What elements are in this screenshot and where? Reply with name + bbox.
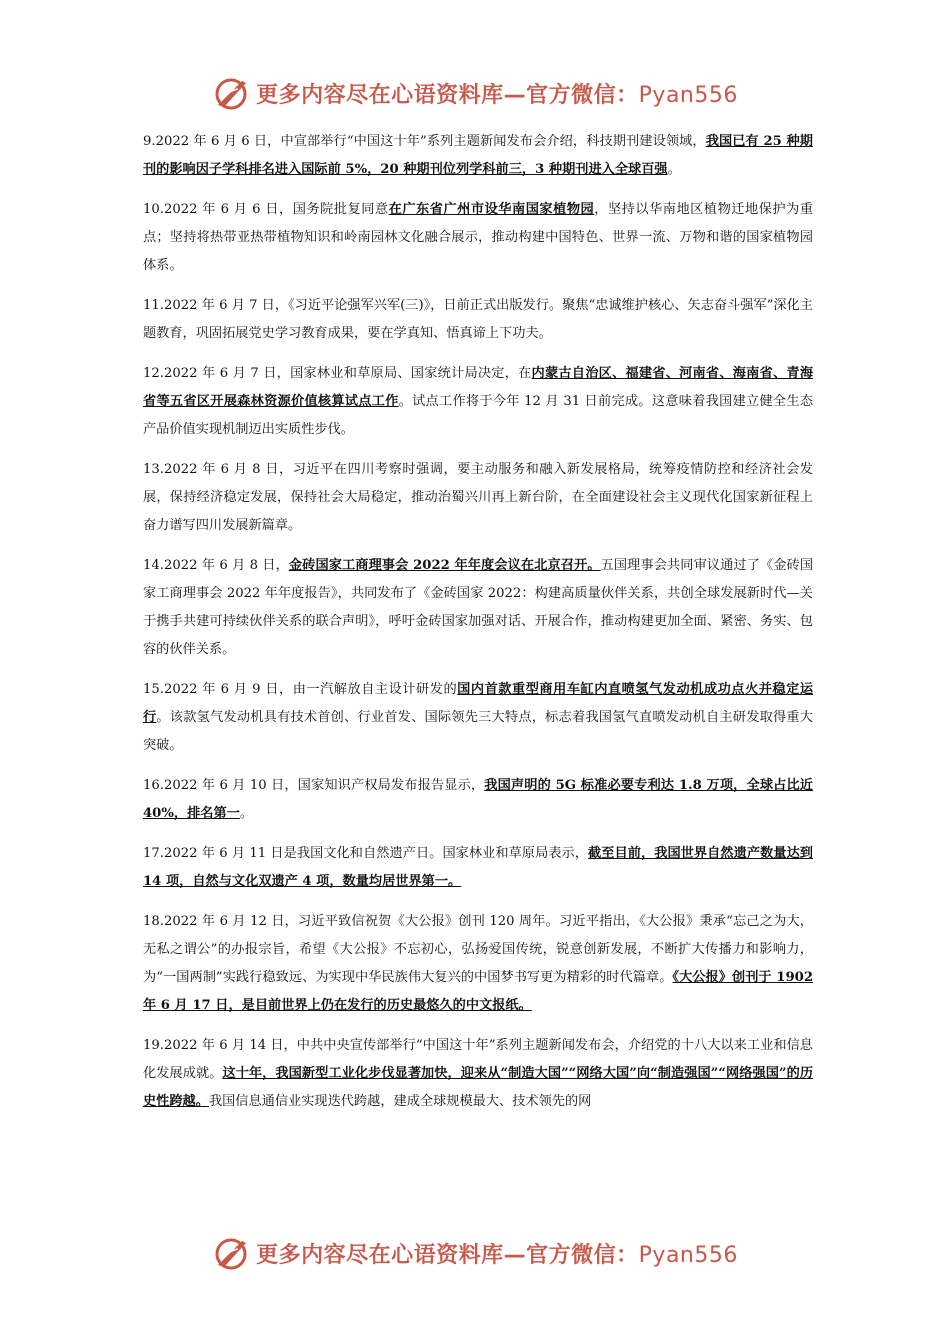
item-highlight: 我国声明的 5G 标准必要专利达 1.8 万项，全球占比近 40%，排名第一 [143, 778, 813, 821]
item-highlight: 这十年，我国新型工业化步伐显著加快，迎来从“制造大国”“网络大国”向“制造强国”“网络强国”的历史性跨越。 [143, 1066, 814, 1109]
item-text: 17.2022 年 6 月 11 日是我国文化和自然遗产日。国家林业和草原局表示， [143, 846, 589, 861]
item-text: 11.2022 年 6 月 7 日，《习近平论强军兴军(三)》，日前正式出版发行。聚焦“忠诚维护核心、矢志奋斗强军”深化主题教育，巩固拓展党史学习教育成果，要在学真知、悟真谛上下功夫。 [143, 298, 813, 341]
watermark-banner-top [0, 70, 950, 116]
item-text: 12.2022 年 6 月 7 日，国家林业和草原局、国家统计局决定，在 [143, 366, 532, 381]
list-item [143, 196, 813, 280]
item-highlight: 截至目前，我国世界自然遗产数量达到 14 项，自然与文化双遗产 4 项，数量均居世界第一。 [143, 846, 813, 889]
list-item [143, 292, 813, 348]
item-text-after: 。 [239, 806, 254, 821]
list-item [143, 908, 813, 1020]
watermark-handle: Pyan556 [638, 82, 738, 108]
item-text-after: 五国理事会共同审议通过了《金砖国家工商理事会 2022 年年度报告》，共同发布了《金砖国家 2022：构建高质量伙伴关系，共创全球发展新时代—关于携手共建可持续伙伴关系的联合声明》，呼吁金砖国家加强对话、开展合作，推动构建更加全面、紧密、务实、包容的伙伴关系。 [143, 558, 814, 657]
watermark-label: 更多内容尽在心语资料库—官方微信： [256, 82, 639, 108]
list-item [143, 1032, 813, 1116]
item-text: 15.2022 年 6 月 9 日，由一汽解放自主设计研发的 [143, 682, 458, 697]
item-text-after: 。 [667, 162, 681, 177]
item-text: 19.2022 年 6 月 14 日，中共中央宣传部举行“中国这十年”系列主题新闻发布会，介绍党的十八大以来工业和信息化发展成就。 [143, 1038, 813, 1081]
watermark-label: 更多内容尽在心语资料库—官方微信： [256, 1242, 639, 1268]
item-highlight: 我国已有 25 种期刊的影响因子学科排名进入国际前 5%，20 种期刊位列学科前三，3 种期刊进入全球百强 [143, 134, 813, 177]
watermark-handle: Pyan556 [638, 1242, 738, 1268]
item-text: 18.2022 年 6 月 12 日，习近平致信祝贺《大公报》创刊 120 周年。习近平指出，《大公报》秉承“忘己之为大，无私之谓公”的办报宗旨，希望《大公报》不忘初心，弘扬爱国传统，锐意创新发展，不断扩大传播力和影响力，为“一国两制”实践行稳致远、为实现中华民族伟大复兴的中国梦书写更为精彩的时代篇章。 [143, 914, 813, 985]
item-highlight: 《大公报》创刊于 1902 年 6 月 17 日，是目前世界上仍在发行的历史最悠久的中文报纸。 [143, 970, 813, 1013]
list-item [143, 676, 813, 760]
list-item [143, 772, 813, 828]
item-highlight: 在广东省广州市设华南国家植物园 [388, 202, 595, 217]
list-item [143, 552, 813, 664]
item-text: 9.2022 年 6 月 6 日，中宣部举行“中国这十年”系列主题新闻发布会介绍，科技期刊建设领域， [143, 134, 706, 149]
item-text-after: 我国信息通信业实现迭代跨越，建成全球规模最大、技术领先的网 [208, 1094, 592, 1109]
pen-logo-icon [212, 73, 252, 113]
list-item [143, 456, 813, 540]
item-highlight: 内蒙古自治区、福建省、河南省、海南省、青海省等五省区开展森林资源价值核算试点工作 [143, 366, 814, 409]
watermark-text [256, 78, 738, 109]
list-item [143, 360, 813, 444]
item-highlight: 金砖国家工商理事会 2022 年年度会议在北京召开。 [288, 558, 601, 573]
item-text: 13.2022 年 6 月 8 日，习近平在四川考察时强调，要主动服务和融入新发展格局，统筹疫情防控和经济社会发展，保持经济稳定发展，保持社会大局稳定，推动治蜀兴川再上新台阶，在全面建设社会主义现代化国家新征程上奋力谱写四川发展新篇章。 [143, 462, 813, 533]
item-text: 16.2022 年 6 月 10 日，国家知识产权局发布报告显示， [143, 778, 485, 793]
item-text: 10.2022 年 6 月 6 日，国务院批复同意 [143, 202, 389, 217]
list-item [143, 128, 813, 184]
watermark-banner-bottom [0, 1230, 950, 1276]
item-text: 14.2022 年 6 月 8 日， [143, 558, 289, 573]
pen-logo-icon [212, 1233, 252, 1273]
list-item [143, 840, 813, 896]
item-text-after: 。试点工作将于今年 12 月 31 日前完成。这意味着我国建立健全生态产品价值实现机制迈出实质性步伐。 [143, 394, 814, 437]
news-list [143, 128, 813, 1128]
item-text-after: 。该款氢气发动机具有技术首创、行业首发、国际领先三大特点，标志着我国氢气直喷发动机自主研发取得重大突破。 [143, 710, 813, 753]
item-highlight: 国内首款重型商用车缸内直喷氢气发动机成功点火并稳定运行 [143, 682, 814, 725]
watermark-text [256, 1238, 738, 1269]
item-text-after: ，坚持以华南地区植物迁地保护为重点；坚持将热带亚热带植物知识和岭南园林文化融合展示，推动构建中国特色、世界一流、万物和谐的国家植物园体系。 [143, 202, 814, 273]
